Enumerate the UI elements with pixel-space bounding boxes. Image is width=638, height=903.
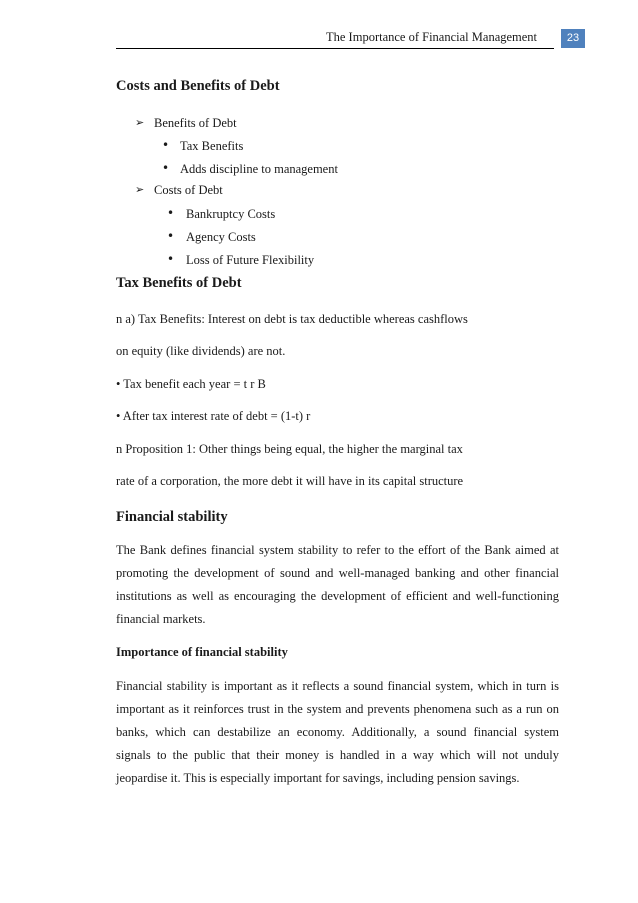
list-item: Adds discipline to management — [180, 162, 338, 176]
page-number-badge: 23 — [561, 29, 585, 48]
list-item: Bankruptcy Costs — [186, 207, 276, 221]
list-item: Tax Benefits — [180, 139, 244, 153]
text-line: on equity (like dividends) are not. — [116, 344, 286, 358]
bullet-icon: • — [162, 161, 170, 175]
text-line: n a) Tax Benefits: Interest on debt is tax deductible whereas cashflows — [116, 312, 468, 326]
text-line: n Proposition 1: Other things being equal, the higher the marginal tax — [116, 442, 463, 456]
paragraph-line: The Bank defines financial system stability to refer to the effort of the Bank aimed at — [116, 543, 559, 557]
paragraph-line: Financial stability is important as it reflects a sound financial system, which in turn is — [116, 679, 559, 693]
text-line: rate of a corporation, the more debt it will have in its capital structure — [116, 474, 464, 488]
paragraph-line: jeopardise it. This is especially important for savings, including pension savings. — [116, 771, 520, 785]
arrow-bullet-icon: ➢ — [135, 183, 145, 196]
running-header-title: The Importance of Financial Management — [326, 30, 538, 44]
subsection-heading-importance: Importance of financial stability — [116, 645, 288, 659]
text-line: • Tax benefit each year = t r B — [116, 377, 266, 391]
section-heading-stability: Financial stability — [116, 509, 228, 525]
bullet-icon: • — [167, 252, 175, 266]
header-rule — [116, 48, 554, 49]
list-group-label: Benefits of Debt — [154, 116, 237, 130]
list-item: Loss of Future Flexibility — [186, 253, 315, 267]
text-line: • After tax interest rate of debt = (1-t) r — [116, 409, 311, 423]
bullet-icon: • — [167, 206, 175, 220]
arrow-bullet-icon: ➢ — [135, 116, 145, 129]
paragraph-line: banks, which can destabilize an economy. Additionally, a sound financial system — [116, 725, 559, 739]
paragraph-line: institutions as well as encouraging the development of efficient and well-functioning — [116, 589, 559, 603]
bullet-icon: • — [167, 229, 175, 243]
section-heading-debt: Costs and Benefits of Debt — [116, 78, 280, 94]
paragraph-line: signals to the public that their money is handled in a way which will not unduly — [116, 748, 559, 762]
section-heading-tax: Tax Benefits of Debt — [116, 275, 242, 291]
bullet-icon: • — [162, 138, 170, 152]
paragraph-line: promoting the development of sound and well-managed banking and other financial — [116, 566, 559, 580]
list-item: Agency Costs — [186, 230, 256, 244]
paragraph-line: financial markets. — [116, 612, 206, 626]
list-group-label: Costs of Debt — [154, 183, 223, 197]
paragraph-line: important as it reinforces trust in the system and prevents phenomena such as a run on — [116, 702, 559, 716]
